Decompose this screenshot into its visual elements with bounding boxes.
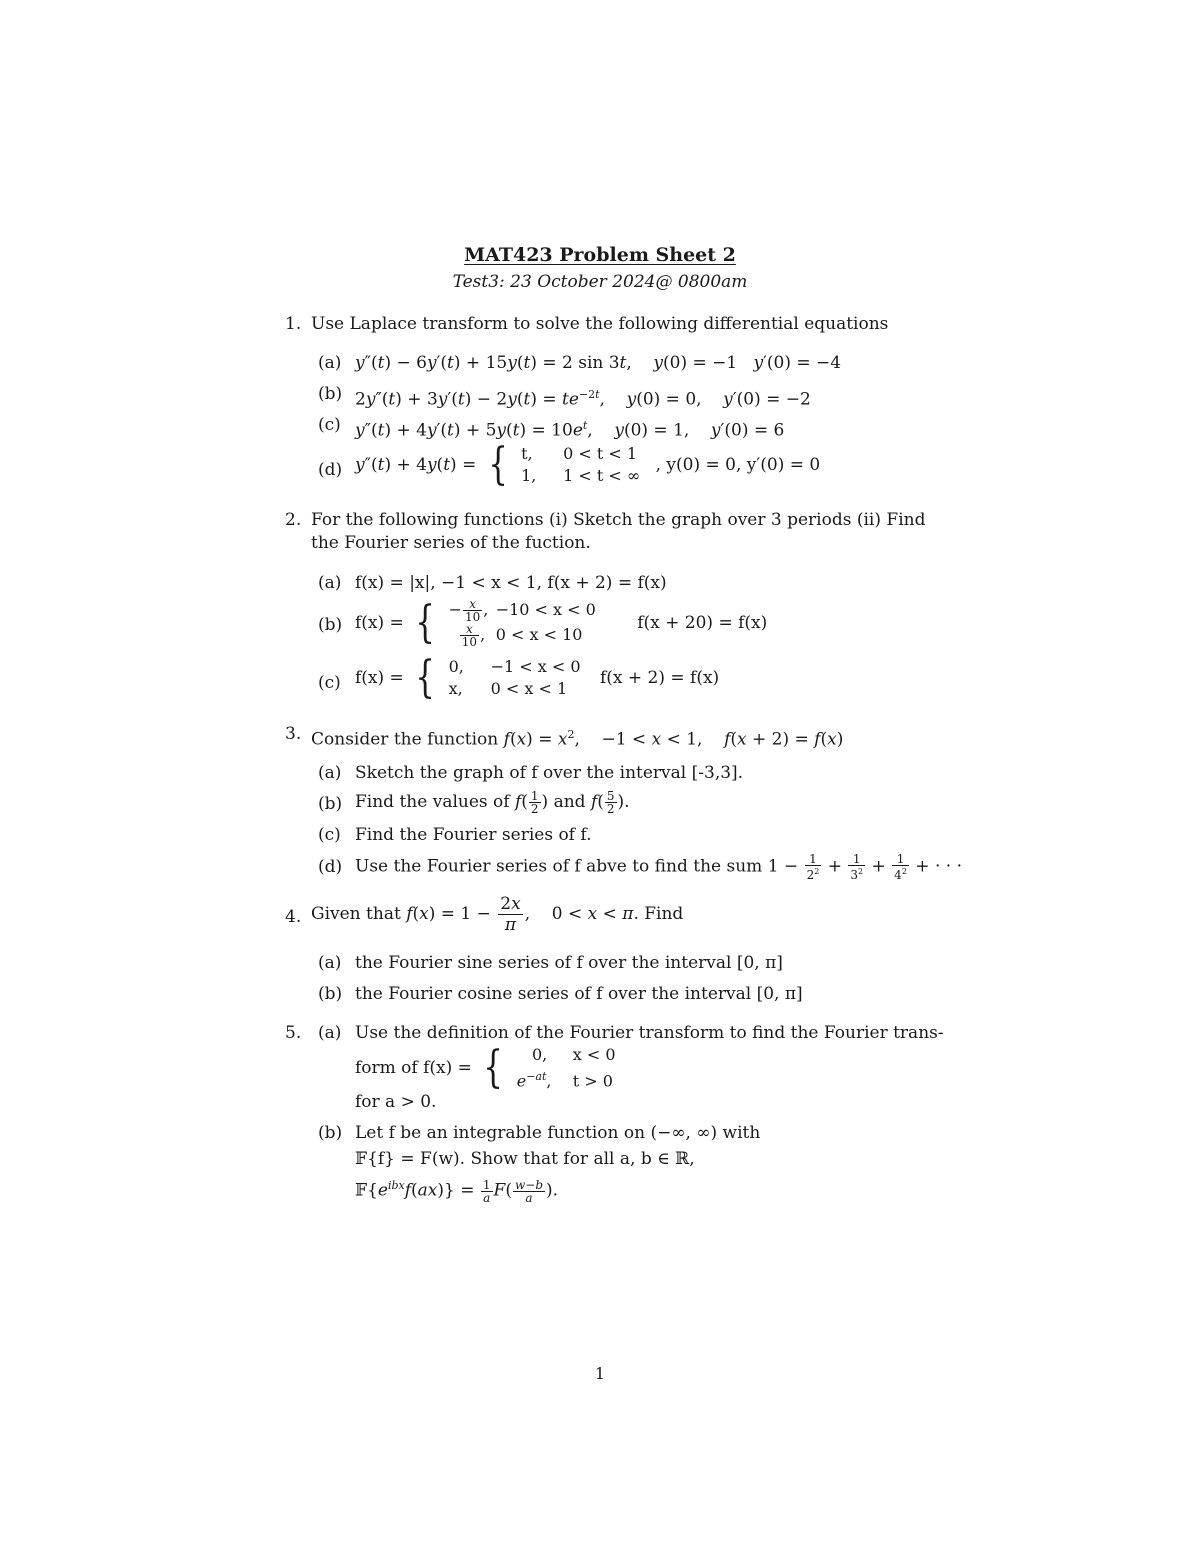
q2-b-cases: − $\frac{x}{10}$ , −10 < x < 0 $\frac{x}{10}$ , 0 < x < 10 [448, 597, 596, 649]
q1-label-b: (b) [318, 384, 343, 404]
q2-item-b: f(x) = { − $\frac{x}{10}$ , −10 < x < 0 $\frac{x}{10}$ , 0 < x < 10 f(x + 20) = f(x) [355, 597, 768, 649]
page-title [0, 244, 1200, 266]
q3-item-a: Sketch the graph of f over the interval [-3,3]. [355, 763, 744, 783]
q5-item-a-line1: Use the definition of the Fourier transform to find the Fourier trans- [355, 1023, 944, 1043]
page-number: 1 [594, 1364, 606, 1383]
q3-item-d: Use the Fourier series of f abve to find the sum 1 − $\frac{1}{2^2}$ + $\frac{1}{3^2}$ + $\frac{1}{4^2}$ + · · · [355, 852, 962, 882]
q2-c-cases: 0, −1 < x < 0 x, 0 < x < 1 [448, 657, 581, 698]
question-2-number: 2. [285, 510, 302, 530]
q3-label-d: (d) [318, 857, 343, 877]
q1-item-b: $2y''(t) + 3y'(t) - 2y(t) = te^{-2t}$, y(0) = 0, y′(0) = −2 [355, 388, 811, 410]
question-5-number: 5. [285, 1023, 302, 1043]
question-3-number: 3. [285, 724, 302, 744]
q2-label-a: (a) [318, 573, 342, 593]
brace-icon: { [415, 652, 436, 703]
q4-label-b: (b) [318, 984, 343, 1004]
q5-item-a-line3: for a > 0. [355, 1092, 437, 1112]
question-3-text: Consider the function $f(x) = x^2$, −1 < x < 1, f(x + 2) = f(x) [311, 728, 844, 750]
brace-icon: { [415, 597, 436, 648]
q5-item-b-line2: 𝔽{f} = F(w). Show that for all a, b ∈ ℝ, [355, 1149, 695, 1169]
question-4-text: Given that f(x) = 1 − $\frac{2x}{\pi}$ , 0 < x < π. Find [311, 894, 684, 935]
q3-item-b: Find the values of f( $\frac{1}{2}$ ) and f( $\frac{5}{2}$ ). [355, 789, 630, 816]
q5-item-b-line1: Let f be an integrable function on (−∞, ∞) with [355, 1123, 761, 1143]
q1-item-d: y″(t) + 4y(t) = { t, 0 < t < 1 1, 1 < t < ∞ , y(0) = 0, y′(0) = 0 [355, 439, 821, 490]
brace-icon: { [487, 439, 508, 490]
q2-c-period: f(x + 2) = f(x) [599, 667, 720, 688]
q2-item-a: f(x) = |x|, −1 < x < 1, f(x + 2) = f(x) [355, 573, 667, 593]
q1-label-d: (d) [318, 460, 343, 480]
q4-item-b: the Fourier cosine series of f over the interval [0, π] [355, 984, 803, 1004]
question-2-text: For the following functions (i) Sketch the graph over 3 periods (ii) Find the Fourier series of the fuction. [311, 510, 926, 553]
title-text: MAT423 Problem Sheet 2 [464, 244, 736, 266]
question-1-number: 1. [285, 314, 302, 334]
question-1-text: Use Laplace transform to solve the following differential equations [311, 314, 889, 334]
q1-label-a: (a) [318, 353, 342, 373]
q5-item-a-piecewise: form of f(x) = { 0, x < 0 $e^{-at}$, t > 0 [355, 1042, 616, 1094]
q1-d-cases: t, 0 < t < 1 1, 1 < t < ∞ [521, 444, 641, 485]
q2-b-period: f(x + 20) = f(x) [637, 612, 768, 633]
q3-label-b: (b) [318, 794, 343, 814]
q1-d-initial-conditions: , y(0) = 0, y′(0) = 0 [655, 454, 821, 475]
q1-item-a: y″(t) − 6y′(t) + 15y(t) = 2 sin 3t, y(0) = −1 y′(0) = −4 [355, 353, 842, 373]
page-subtitle: Test3: 23 October 2024@ 0800am [452, 272, 748, 292]
q1-item-c: $y''(t) + 4y'(t) + 5y(t) = 10e^t$, y(0) = 1, y′(0) = 6 [355, 419, 785, 441]
q5-item-b-line3: $𝔽\{e^{ibx}f(ax)\}$ = $\frac{1}{a}$ F( $\frac{w-b}{a}$ ). [355, 1177, 559, 1205]
q5-label-b: (b) [318, 1123, 343, 1143]
question-4-number: 4. [285, 907, 302, 927]
brace-icon: { [483, 1042, 504, 1094]
q2-label-c: (c) [318, 673, 341, 693]
q5-label-a: (a) [318, 1023, 342, 1043]
q3-label-c: (c) [318, 825, 341, 845]
q5-a-cases: 0, x < 0 $e^{-at}$, t > 0 [516, 1045, 616, 1091]
q4-label-a: (a) [318, 953, 342, 973]
q2-item-c: f(x) = { 0, −1 < x < 0 x, 0 < x < 1 f(x + 2) = f(x) [355, 652, 720, 703]
q4-item-a: the Fourier sine series of f over the interval [0, π] [355, 953, 783, 973]
q3-label-a: (a) [318, 763, 342, 783]
q1-label-c: (c) [318, 415, 341, 435]
q3-item-c: Find the Fourier series of f. [355, 825, 592, 845]
q2-label-b: (b) [318, 615, 343, 635]
